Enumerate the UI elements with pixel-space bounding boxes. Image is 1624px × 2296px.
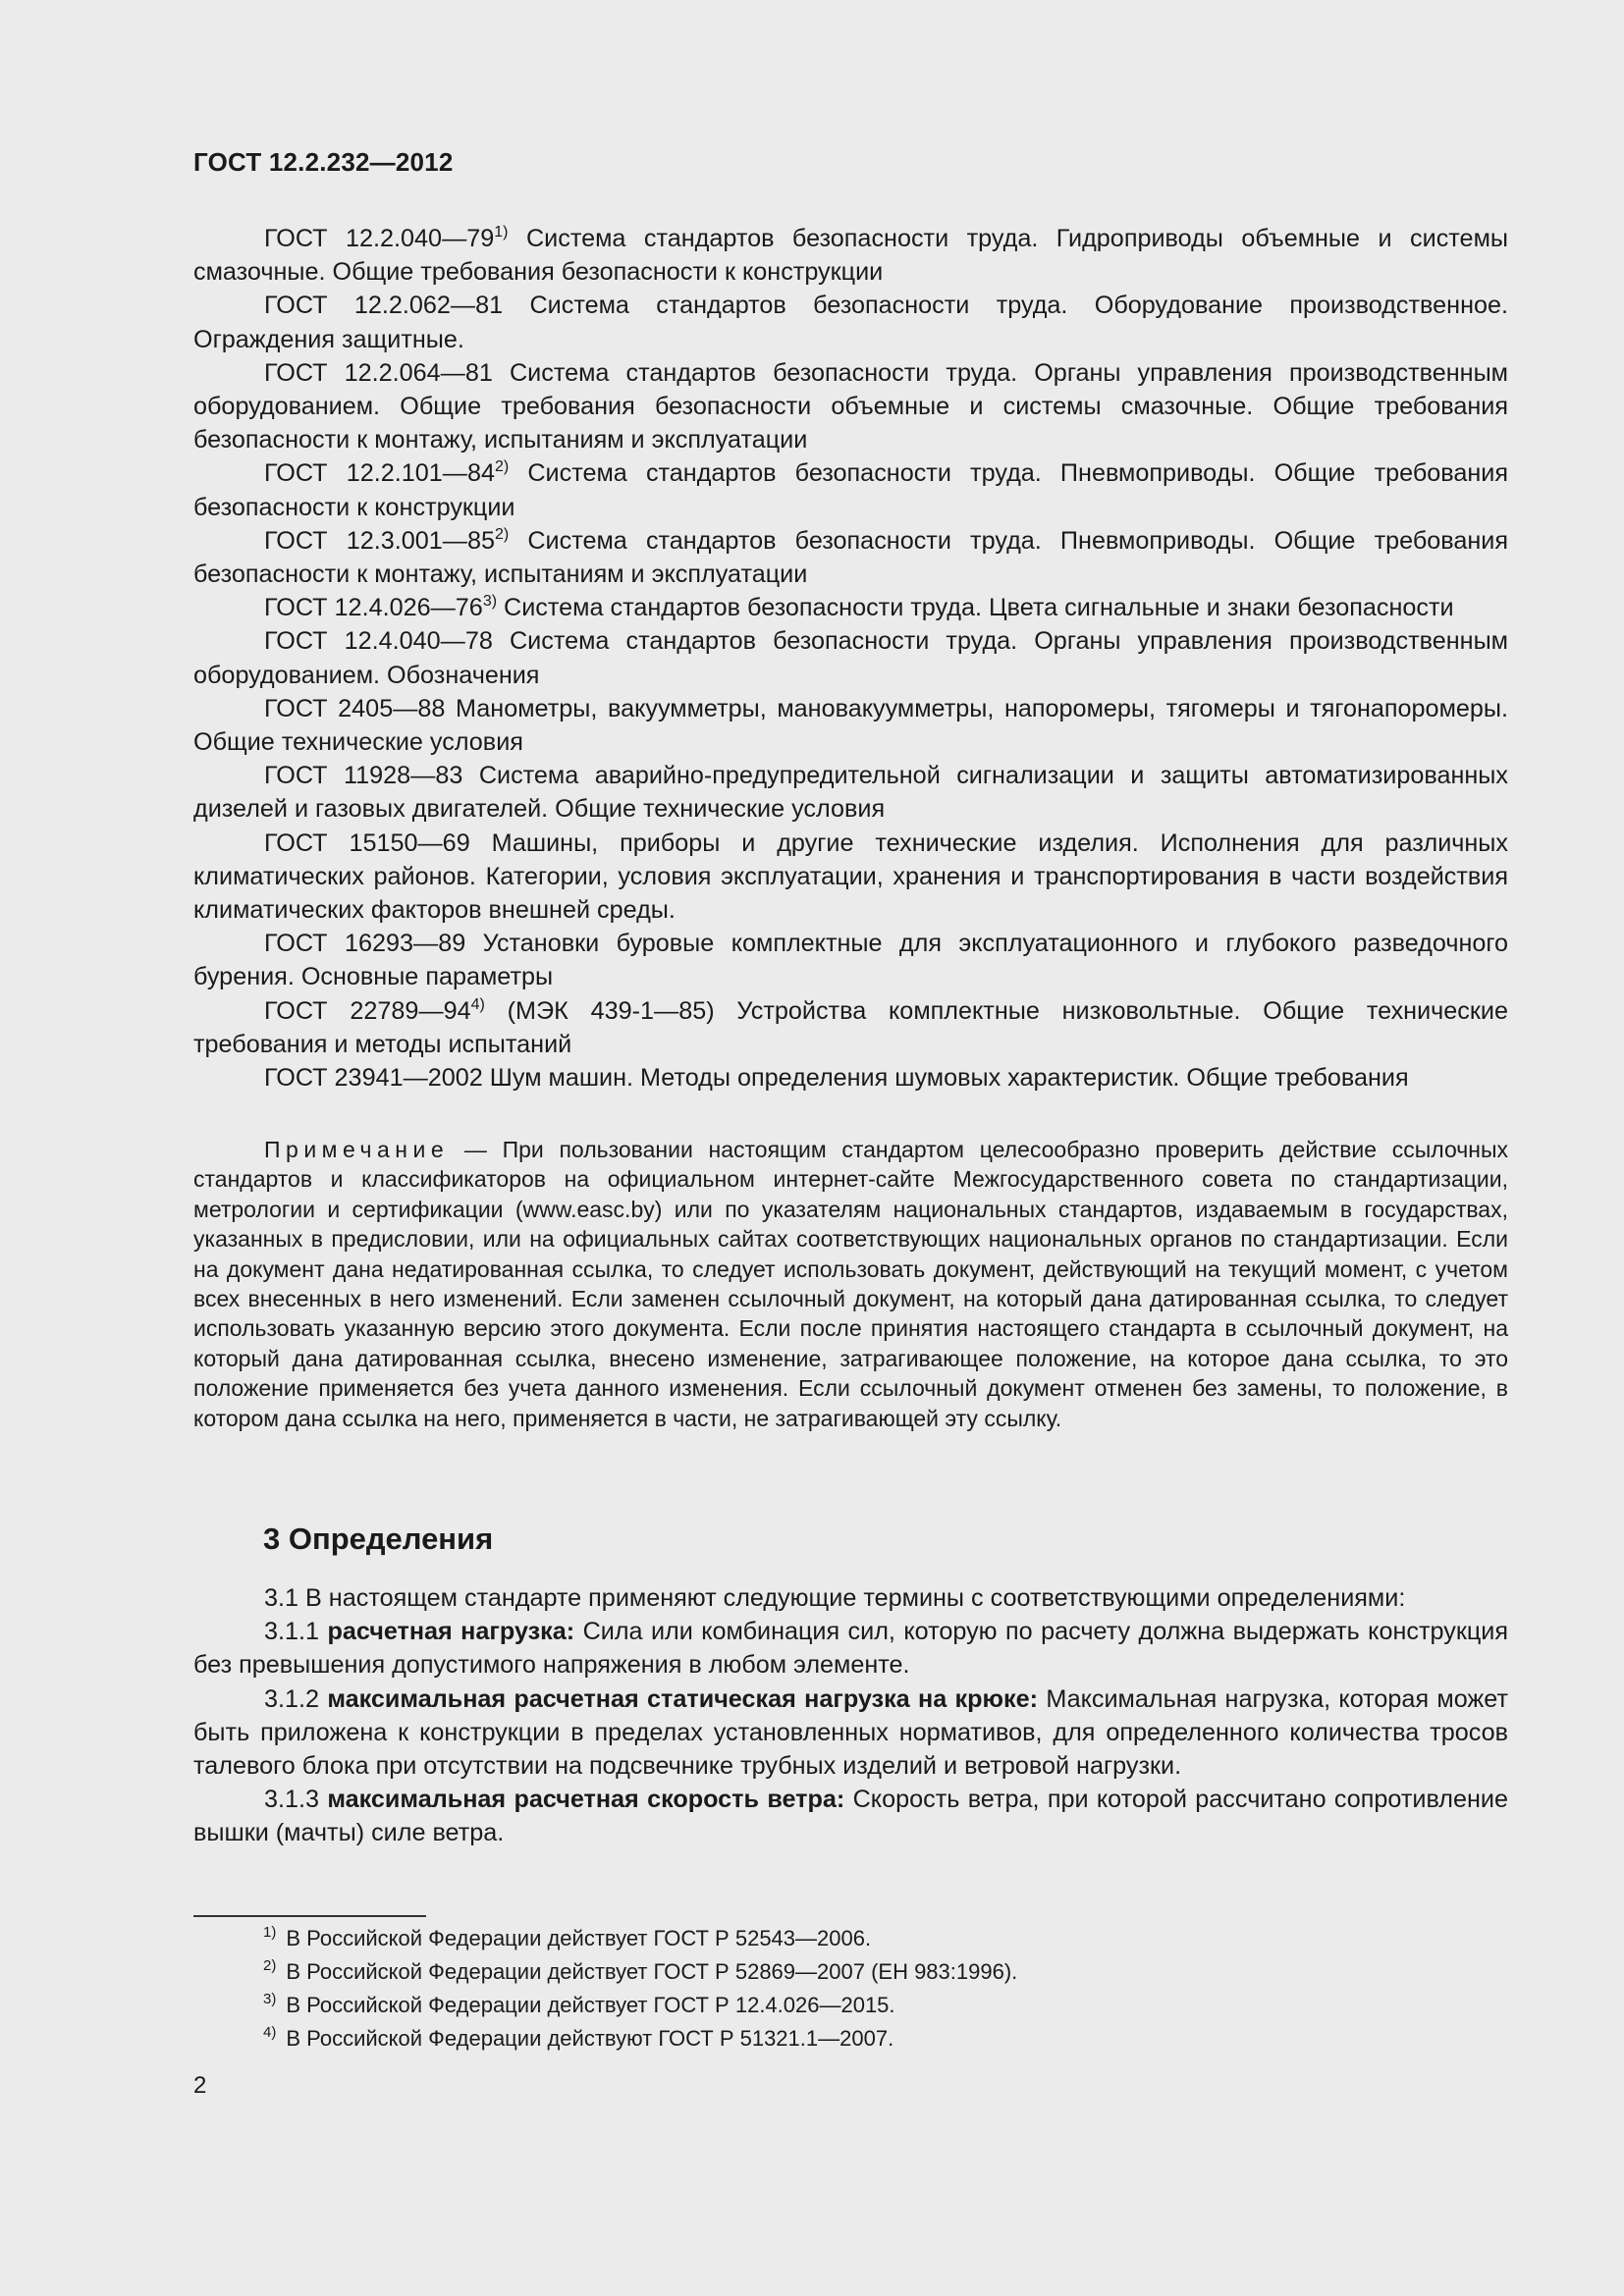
definition-term: максимальная расчетная скорость ветра: (327, 1786, 845, 1814)
footnote-text: В Российской Федерации действуют ГОСТ Р 51321.1—2007. (286, 2026, 894, 2051)
reference-item (193, 759, 1508, 826)
reference-title: Шум машин. Методы определения шумовых характеристик. Общие требования (482, 1064, 1409, 1093)
reference-item (193, 692, 1508, 759)
definition-text: Максимальная нагрузка, которая может быть приложена к конструкции в пределах установленных нормативов, для определенного количества тросов талевого блока при отсутствии на подсвечнике трубных изделий и ветровой нагрузки. (193, 1684, 1508, 1781)
definition-number: 3.1.3 (264, 1786, 328, 1814)
reference-code: ГОСТ 12.2.064—81 (264, 358, 493, 387)
footnote-ref: 2) (494, 525, 510, 543)
reference-item (193, 994, 1508, 1061)
reference-item (193, 289, 1508, 355)
footnote-divider (193, 1915, 426, 1917)
reference-title: Система стандартов безопасности труда. Органы управления производственным оборудованием. Обозначения (193, 627, 1508, 689)
reference-code: ГОСТ 12.3.001—85 (264, 526, 495, 555)
reference-item (193, 1061, 1508, 1095)
reference-title: Манометры, вакуумметры, мановакуумметры, напоромеры, тягомеры и тягонапоромеры. Общие технические условия (193, 694, 1509, 757)
reference-code: ГОСТ 11928—83 (264, 762, 463, 790)
reference-title: Система стандартов безопасности труда. Пневмоприводы. Общие требования безопасности к конструкции (193, 459, 1508, 521)
footnotes (263, 1922, 1441, 2056)
document-header: ГОСТ 12.2.232—2012 (193, 147, 454, 177)
reference-item (193, 456, 1508, 523)
footnote-ref: 2) (494, 458, 510, 476)
footnote-text: В Российской Федерации действует ГОСТ Р 52543—2006. (286, 1926, 872, 1950)
footnote-item (263, 1922, 1441, 1955)
reference-code: ГОСТ 2405—88 (264, 694, 446, 722)
footnote-item (263, 1955, 1441, 1989)
reference-item (193, 624, 1508, 691)
definition-term: расчетная нагрузка: (327, 1618, 575, 1646)
definition-number: 3.1.2 (264, 1684, 328, 1713)
note-paragraph (193, 1135, 1508, 1433)
reference-title: Система стандартов безопасности труда. Цвета сигнальные и знаки безопасности (497, 594, 1454, 622)
reference-item (193, 356, 1508, 457)
footnote-item (263, 1989, 1441, 2022)
reference-item (193, 524, 1508, 591)
definitions (193, 1581, 1508, 1850)
section-heading: 3 Определения (263, 1522, 494, 1556)
footnote-mark: 1) (263, 1924, 277, 1941)
definitions-intro: 3.1 В настоящем стандарте применяют следующие термины с соответствующими определениями: (264, 1584, 1406, 1612)
definition-item (193, 1783, 1508, 1849)
footnote-text: В Российской Федерации действует ГОСТ Р 52869—2007 (ЕН 983:1996). (286, 1959, 1018, 1984)
reference-title: Система стандартов безопасности труда. Оборудование производственное. Ограждения защитные. (193, 292, 1508, 353)
definition-item (193, 1682, 1508, 1784)
definition-item (193, 1615, 1508, 1682)
footnote-item (263, 2022, 1441, 2056)
definition-text: Скорость ветра, при которой рассчитано сопротивление вышки (мачты) силе ветра. (193, 1786, 1508, 1847)
normative-references (193, 222, 1508, 1095)
reference-title: Система стандартов безопасности труда. Пневмоприводы. Общие требования безопасности к монтажу, испытаниям и эксплуатации (193, 526, 1508, 589)
note-text: — При пользовании настоящим стандартом целесообразно проверить действие ссылочных стандартов и классификаторов на официальном интернет-сайте Межгосударственного совета по стандартизации, метрологии и сертификации (www.easc.by) или по указателям национальных стандартов, издаваемым в государствах, указанных в предисловии, или на официальных сайтах соответствующих национальных органов по стандартизации. Если на документ дана недатированная ссылка, то следует использовать документ, действующий на текущий момент, с учетом всех внесенных в него изменений. Если заменен ссылочный документ, на который дана датированная ссылка, то следует использовать указанную версию этого документа. Если после принятия настоящего стандарта в ссылочный документ, на который дана датированная ссылка, внесено изменение, затрагивающее положение, на которое дана ссылка, то это положение применяется без учета данного изменения. Если ссылочный документ отменен без замены, то положение, в котором дана ссылка на него, применяется в части, не затрагивающей эту ссылку. (193, 1137, 1508, 1431)
reference-item (193, 827, 1508, 928)
reference-code: ГОСТ 16293—89 (264, 930, 466, 958)
reference-code: ГОСТ 23941—2002 (264, 1064, 483, 1093)
footnote-mark: 2) (263, 1957, 277, 1974)
reference-title: Система аварийно-предупредительной сигнализации и защиты автоматизированных дизелей и газовых двигателей. Общие технические условия (193, 762, 1508, 824)
reference-item (193, 591, 1508, 624)
reference-title: Система стандартов безопасности труда. Гидроприводы объемные и системы смазочные. Общие требования безопасности к конструкции (193, 225, 1508, 287)
footnote-ref: 1) (494, 224, 509, 240)
reference-item (193, 927, 1508, 993)
footnote-ref: 4) (470, 995, 485, 1013)
reference-item (193, 222, 1508, 289)
reference-code: ГОСТ 22789—94 (264, 996, 471, 1025)
note-label: Примечание (264, 1137, 450, 1162)
reference-title: Система стандартов безопасности труда. Органы управления производственным оборудованием. Общие требования безопасности объемные и системы смазочные. Общие требования безопасности к монтажу, испытаниям и эксплуатации (193, 358, 1508, 454)
reference-title: Машины, приборы и другие технические изделия. Исполнения для различных климатических районов. Категории, условия эксплуатации, хранения и транспортирования в части воздействия климатических факторов внешней среды. (193, 828, 1508, 925)
reference-code: ГОСТ 12.2.040—79 (264, 225, 495, 252)
definition-text: Сила или комбинация сил, которую по расчету должна выдержать конструкция без превышения допустимого напряжения в любом элементе. (193, 1618, 1508, 1680)
reference-code: ГОСТ 12.2.101—84 (264, 459, 495, 488)
footnote-ref: 3) (482, 593, 498, 611)
reference-code: ГОСТ 12.4.026—76 (264, 594, 483, 622)
reference-title: (МЭК 439-1—85) Устройства комплектные низковольтные. Общие технические требования и методы испытаний (193, 996, 1508, 1058)
footnote-text: В Российской Федерации действует ГОСТ Р 12.4.026—2015. (286, 1993, 895, 2017)
reference-code: ГОСТ 15150—69 (264, 828, 470, 857)
reference-title: Установки буровые комплектные для эксплуатационного и глубокого разведочного бурения. Основные параметры (193, 930, 1509, 991)
footnote-mark: 4) (263, 2024, 277, 2041)
footnote-mark: 3) (263, 1991, 277, 2007)
page-number: 2 (193, 2072, 207, 2099)
reference-code: ГОСТ 12.2.062—81 (264, 292, 504, 320)
definition-number: 3.1.1 (264, 1618, 328, 1646)
definition-term: максимальная расчетная статическая нагрузка на крюке: (327, 1684, 1039, 1713)
reference-code: ГОСТ 12.4.040—78 (264, 627, 493, 656)
